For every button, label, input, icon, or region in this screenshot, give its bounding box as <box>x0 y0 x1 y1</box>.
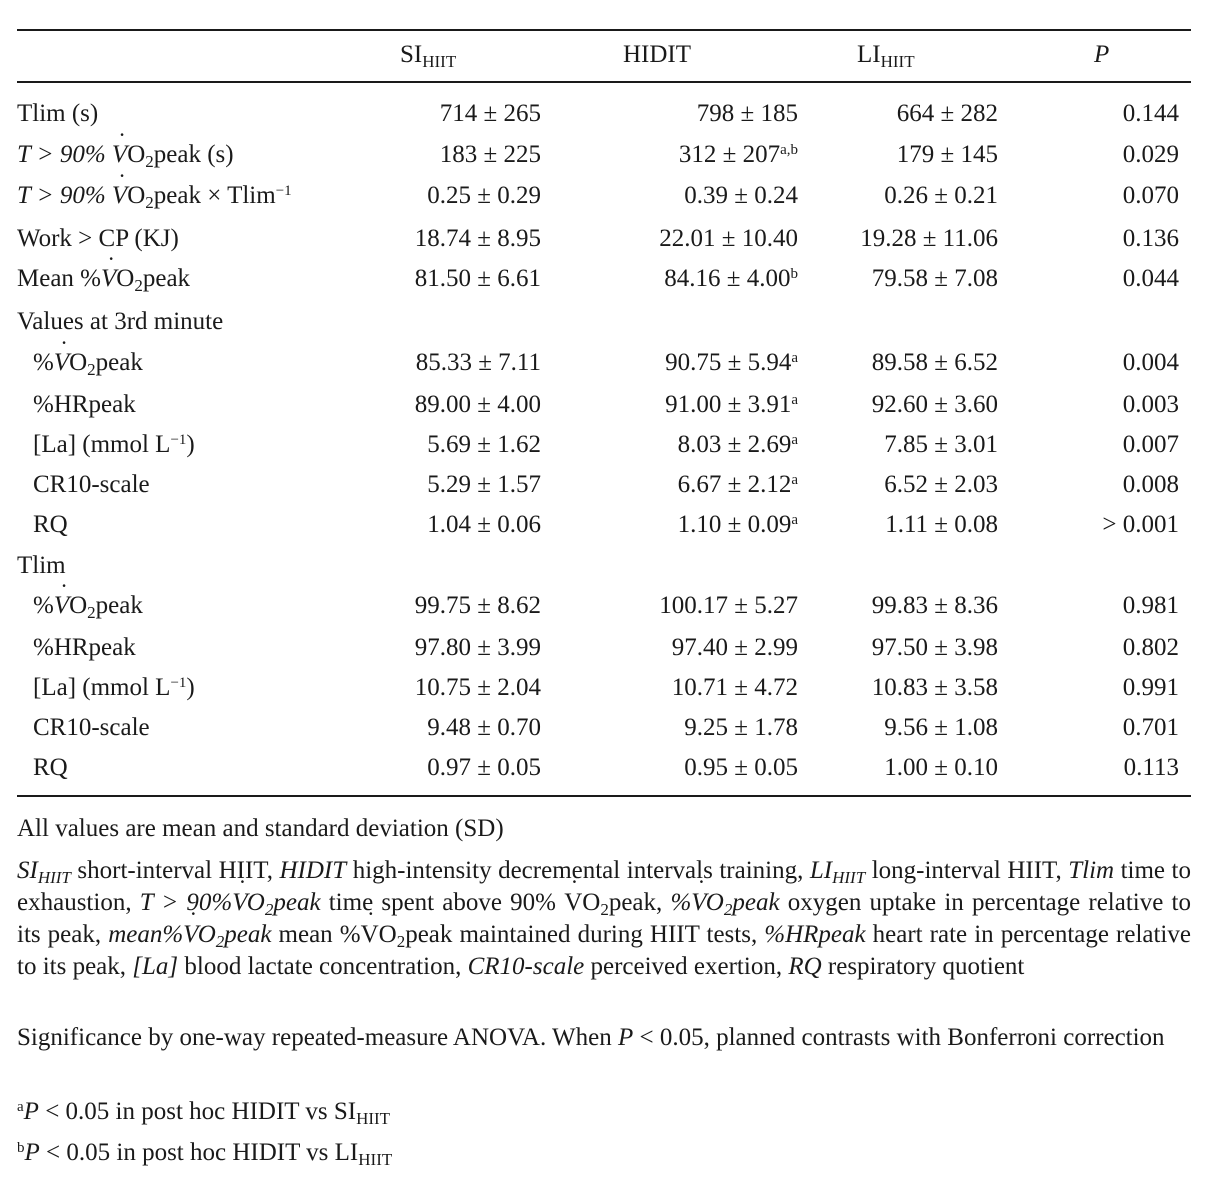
row-label: RQ <box>33 511 68 538</box>
cell-si: 5.29 ± 1.57 <box>427 471 541 498</box>
footnote-b: $^b$P < 0.05 in post hoc HIDIT vs $LI_{HIIT}$ <box>17 1139 393 1170</box>
cell-li: 664 ± 282 <box>896 100 998 127</box>
table-row <box>0 589 1222 623</box>
cell-p: 0.004 <box>1122 349 1179 376</box>
cell-p: 0.802 <box>1122 634 1179 661</box>
cell-p: 0.136 <box>1122 225 1179 252</box>
table-row <box>0 262 1222 296</box>
cell-si: 714 ± 265 <box>439 100 541 127</box>
cell-hidit: 9.25 ± 1.78 <box>684 714 798 741</box>
row-label: %HRpeak <box>33 391 136 418</box>
table-row <box>0 711 1222 745</box>
cell-hidit: $312 \pm 207^{a,b}$ <box>678 141 798 168</box>
cell-si: 10.75 ± 2.04 <box>414 674 541 701</box>
row-label: %˙ $VO_2peak$ <box>33 589 143 623</box>
section-title: Values at 3rd minute <box>17 308 224 335</box>
cell-si: 1.04 ± 0.06 <box>427 511 541 538</box>
table-row <box>0 671 1222 705</box>
cell-si: 85.33 ± 7.11 <box>415 349 541 376</box>
row-label: RQ <box>33 754 68 781</box>
footnote-a: $^a$P < 0.05 in post hoc HIDIT vs $SI_{HIIT}$ <box>17 1098 391 1129</box>
table-row <box>0 508 1222 542</box>
cell-li: 19.28 ± 11.06 <box>860 225 998 252</box>
table-row <box>0 346 1222 380</box>
cell-li: 92.60 ± 3.60 <box>871 391 998 418</box>
cell-hidit: 90.75 ± 5.94$^a$ <box>665 349 798 376</box>
row-label: Mean %˙ $VO_2peak$ <box>17 262 190 296</box>
cell-li: 99.83 ± 8.36 <box>871 592 998 619</box>
cell-hidit: 22.01 ± 10.40 <box>659 225 798 252</box>
cell-li: 9.56 ± 1.08 <box>884 714 998 741</box>
top-rule <box>17 29 1191 31</box>
row-label: CR10-scale <box>33 471 150 498</box>
row-label: T > 90% ˙ $VO_2peak$ (s) <box>17 138 234 172</box>
cell-p: 0.113 <box>1123 754 1179 781</box>
cell-li: 89.58 ± 6.52 <box>871 349 998 376</box>
row-label: Tlim (s) <box>17 100 99 127</box>
row-label: [La] (mmol $L^{-1}$) <box>33 674 195 701</box>
table-row <box>0 468 1222 502</box>
row-label: T > 90% ˙ $VO_2peak \times Tlim^{-1}$ <box>17 179 292 213</box>
header-hidit: HIDIT <box>623 41 692 68</box>
cell-si: 18.74 ± 8.95 <box>414 225 541 252</box>
cell-li: 1.00 ± 0.10 <box>884 754 998 781</box>
table-row <box>0 222 1222 256</box>
cell-p: 0.070 <box>1122 182 1179 209</box>
cell-hidit: 0.95 ± 0.05 <box>684 754 798 781</box>
cell-p: 0.981 <box>1122 592 1179 619</box>
cell-p: 0.007 <box>1122 431 1179 458</box>
cell-si: 183 ± 225 <box>439 141 541 168</box>
cell-li: 179 ± 145 <box>896 141 998 168</box>
table-row <box>0 138 1222 172</box>
cell-si: 0.97 ± 0.05 <box>427 754 541 781</box>
cell-si: 0.25 ± 0.29 <box>427 182 541 209</box>
header-li-hiit: $LI_{HIIT}$ <box>857 41 915 72</box>
cell-hidit: 100.17 ± 5.27 <box>659 592 798 619</box>
note-abbreviations: $SI_{HIIT}$ short-interval HIIT, HIDIT high-intensity decremental intervals training, $LI_{HIIT}$ long-interval HIIT, Tlim time to exhaustion, T > 90%˙ $VO_2peak$ time spent above 90% ˙ $VO_2peak$, %˙ $VO_2peak$ oxygen uptake in percentage relative to its peak, mean%˙ $VO_2peak$ mean %˙ $VO_2peak$ maintained during HIIT tests, %HRpeak heart rate in percentage relative to its peak, [La] blood lactate concentration, CR10-scale perceived exertion, RQ respiratory quotient <box>17 855 1191 983</box>
cell-li: 7.85 ± 3.01 <box>884 431 998 458</box>
row-label: CR10-scale <box>33 714 150 741</box>
cell-si: 99.75 ± 8.62 <box>414 592 541 619</box>
cell-p: 0.144 <box>1122 100 1179 127</box>
table-row <box>0 179 1222 213</box>
cell-p: 0.991 <box>1122 674 1179 701</box>
cell-hidit: 1.10 ± 0.09$^a$ <box>677 511 798 538</box>
row-label: [La] (mmol $L^{-1}$) <box>33 431 195 458</box>
note-significance: Significance by one-way repeated-measure ANOVA. When P < 0.05, planned contrasts with Bonferroni correction <box>17 1024 1165 1051</box>
header-si-hiit: $SI_{HIIT}$ <box>400 41 457 72</box>
table-row <box>0 631 1222 665</box>
cell-si: 89.00 ± 4.00 <box>414 391 541 418</box>
note-mean-sd: All values are mean and standard deviation (SD) <box>17 815 504 842</box>
cell-hidit: 8.03 ± 2.69$^a$ <box>677 431 798 458</box>
section-title: Tlim <box>17 552 66 579</box>
header-rule <box>17 81 1191 83</box>
cell-hidit: 91.00 ± 3.91$^a$ <box>665 391 798 418</box>
cell-hidit: 97.40 ± 2.99 <box>671 634 798 661</box>
cell-hidit: 10.71 ± 4.72 <box>671 674 798 701</box>
table-row <box>0 428 1222 462</box>
table-row <box>0 388 1222 422</box>
row-label: Work > CP (KJ) <box>17 225 179 252</box>
cell-p: 0.003 <box>1122 391 1179 418</box>
cell-si: 81.50 ± 6.61 <box>414 265 541 292</box>
cell-hidit: 0.39 ± 0.24 <box>684 182 798 209</box>
cell-hidit: 84.16 ± 4.00$^b$ <box>664 265 798 292</box>
cell-p: 0.029 <box>1122 141 1179 168</box>
cell-li: 10.83 ± 3.58 <box>871 674 998 701</box>
table-row <box>0 97 1222 131</box>
row-label: %HRpeak <box>33 634 136 661</box>
table-row <box>0 751 1222 785</box>
header-p: P <box>1094 41 1110 68</box>
cell-si: 5.69 ± 1.62 <box>427 431 541 458</box>
cell-p: > 0.001 <box>1102 511 1179 538</box>
cell-si: 9.48 ± 0.70 <box>427 714 541 741</box>
cell-li: 97.50 ± 3.98 <box>871 634 998 661</box>
cell-li: 0.26 ± 0.21 <box>884 182 998 209</box>
cell-p: 0.008 <box>1122 471 1179 498</box>
cell-li: 79.58 ± 7.08 <box>871 265 998 292</box>
cell-si: 97.80 ± 3.99 <box>414 634 541 661</box>
section-heading <box>0 305 1222 339</box>
row-label: %˙ $VO_2peak$ <box>33 346 143 380</box>
cell-li: 6.52 ± 2.03 <box>884 471 998 498</box>
section-heading <box>0 549 1222 583</box>
bottom-rule <box>17 795 1191 797</box>
cell-p: 0.044 <box>1122 265 1179 292</box>
cell-li: 1.11 ± 0.08 <box>885 511 998 538</box>
cell-hidit: 798 ± 185 <box>696 100 798 127</box>
cell-hidit: 6.67 ± 2.12$^a$ <box>677 471 798 498</box>
cell-p: 0.701 <box>1122 714 1179 741</box>
